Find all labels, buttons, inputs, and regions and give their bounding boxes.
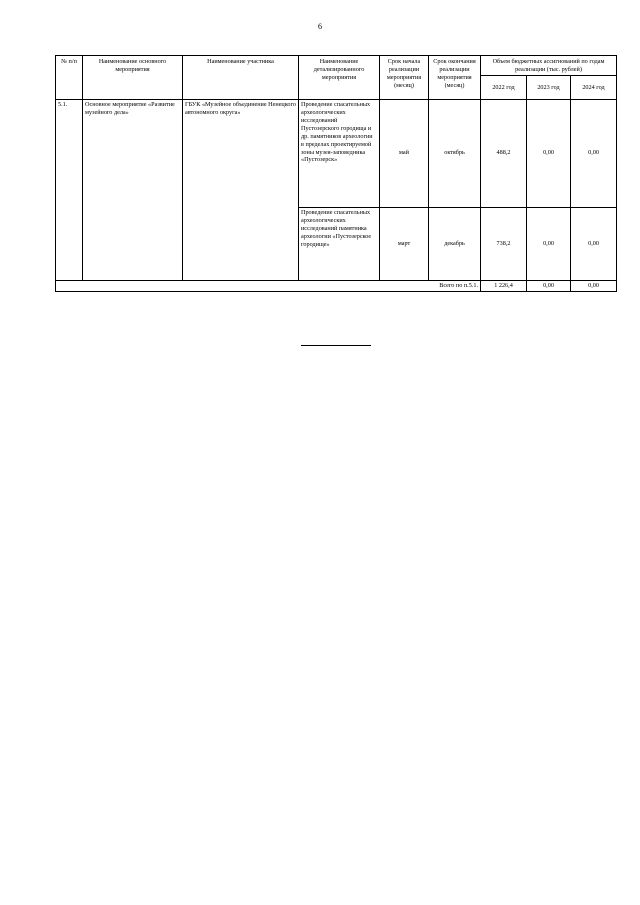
row-value-2024: 0,00 xyxy=(571,99,617,207)
header-num: № п/п xyxy=(56,56,83,100)
row-value-2022: 738,2 xyxy=(481,207,527,280)
row-value-2023: 0,00 xyxy=(527,99,571,207)
row-end: октябрь xyxy=(429,99,481,207)
header-main-event: Наименование основного мероприятия xyxy=(83,56,183,100)
total-row xyxy=(56,280,617,291)
row-start: март xyxy=(380,207,429,280)
header-year-2024: 2024 год xyxy=(571,75,617,99)
header-budget: Объем бюджетных ассигнований по годам реализации (тыс. рублей) xyxy=(481,56,617,76)
header-end: Срок окончания реализации мероприятия (месяц) xyxy=(429,56,481,100)
header-detailed-event: Наименование детализированного мероприятия xyxy=(299,56,380,100)
row-value-2022: 488,2 xyxy=(481,99,527,207)
row-detailed-event: Проведение спасательных археологических исследований памятника археологии «Пустозерское городище» xyxy=(299,207,380,280)
row-main-event: Основное мероприятие «Развитие музейного дела» xyxy=(83,99,183,280)
row-value-2023: 0,00 xyxy=(527,207,571,280)
total-value-2022: 1 226,4 xyxy=(481,280,527,291)
separator-line xyxy=(301,345,371,346)
row-end: декабрь xyxy=(429,207,481,280)
header-year-2022: 2022 год xyxy=(481,75,527,99)
header-participant: Наименование участника xyxy=(183,56,299,100)
row-participant: ГБУК «Музейное объединение Ненецкого автономного округа» xyxy=(183,99,299,280)
row-num: 5.1. xyxy=(56,99,83,280)
header-row xyxy=(56,56,617,76)
total-value-2023: 0,00 xyxy=(527,280,571,291)
total-value-2024: 0,00 xyxy=(571,280,617,291)
row-value-2024: 0,00 xyxy=(571,207,617,280)
budget-plan-table xyxy=(55,55,617,292)
row-start: май xyxy=(380,99,429,207)
total-label: Всего по п.5.1. xyxy=(56,280,481,291)
row-detailed-event: Проведение спасательных археологических исследований Пустозерского городища и др. памятников археологии в пределах проектируемой зоны музея-заповедника «Пустозерск» xyxy=(299,99,380,207)
header-start: Срок начала реализации мероприятия (месяц) xyxy=(380,56,429,100)
header-year-2023: 2023 год xyxy=(527,75,571,99)
table-row xyxy=(56,99,617,207)
page-number: 6 xyxy=(318,22,322,31)
